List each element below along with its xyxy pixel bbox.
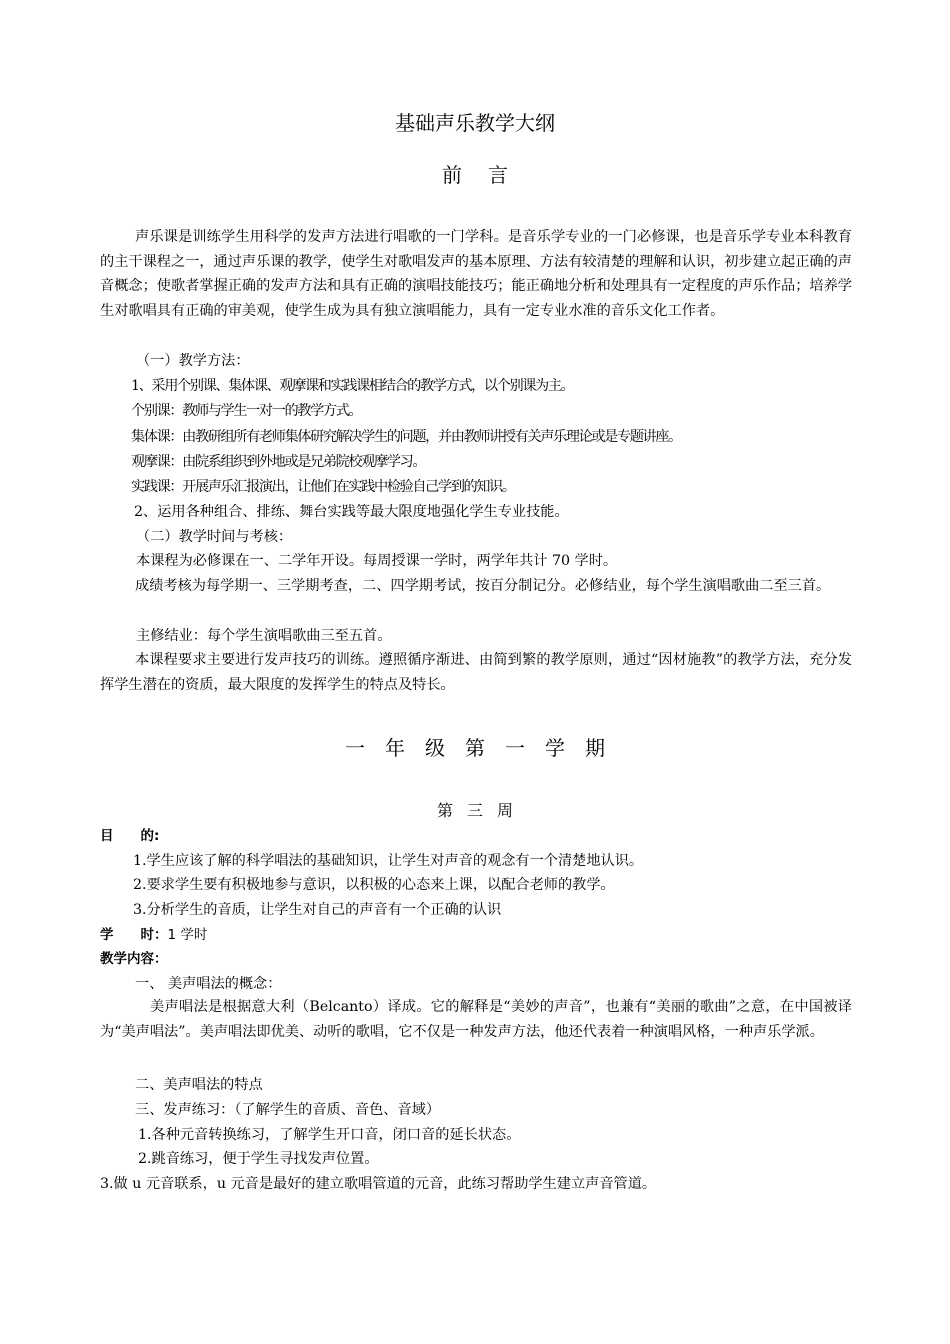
group-class: 集体课：由教研组所有老师集体研究解决学生的问题，并由教师讲授有关声乐理论或是专题讲座。 [131,429,681,445]
hours-value: 1 学时 [167,927,208,943]
goal-item-2: 2.要求学生要有积极地参与意识，以积极的心态来上课，以配合老师的教学。 [133,877,615,893]
term-heading: 一年级第一学期 [345,736,625,760]
week-heading: 第三周 [436,801,527,820]
exercise-2: 2.跳音练习，便于学生寻找发声位置。 [138,1151,379,1167]
hours-label: 学 时： [100,927,168,943]
exercise-1: 1.各种元音转换练习，了解学生开口音，闭口音的延长状态。 [138,1127,521,1143]
document-title: 基础声乐教学大纲 [395,111,555,135]
content-label: 教学内容： [100,951,168,967]
assess-text: 成绩考核为每学期一、三学期考查，二、四学期考试，按百分制记分。必修结业，每个学生演唱歌曲二至三首。 [135,578,831,594]
observe-class: 观摩课：由院系组织到外地或是兄弟院校观摩学习。 [131,454,426,470]
hours-row [100,925,207,945]
preface-intro: 声乐课是训练学生用科学的发声方法进行唱歌的一门学科。是音乐学专业的一门必修课，也是音乐学专业本科教育的主干课程之一，通过声乐课的教学，使学生对歌唱发声的基本原理、方法有较清楚的理解和认识，初步建立起正确的声音概念；使歌者掌握正确的发声方法和具有正确的演唱技能技巧；能正确地分析和处理具有一定程度的声乐作品；培养学生对歌唱具有正确的审美观，使学生成为具有独立演唱能力，具有一定专业水准的音乐文化工作者。 [100,229,852,319]
time-text: 本课程为必修课在一、二学年开设。每周授课一学时，两学年共计 70 学时。 [136,553,618,569]
goal-label: 目 的: [100,828,160,844]
major-text: 主修结业：每个学生演唱歌曲三至五首。 [136,628,392,644]
practice-class: 实践课：开展声乐汇报演出，让他们在实践中检验自己学到的知识。 [131,479,515,495]
individual-class: 个别课：教师与学生一对一的教学方式。 [131,403,362,419]
method-item-2: 2、运用各种组合、排练、舞台实践等最大限度地强化学生专业技能。 [134,504,569,520]
time-heading: （二）教学时间与考核： [136,529,293,545]
exercise-3: 3.做 u 元音联系，u 元音是最好的建立歌唱管道的元音，此练习帮助学生建立声音管道。 [100,1176,657,1192]
content-item-3: 三、发声练习：（了解学生的音质、音色、音域） [135,1102,441,1118]
goal-item-3: 3.分析学生的音质，让学生对自己的声音有一个正确的认识 [133,902,502,918]
content-item-1-text: 美声唱法是根据意大利（Belcanto）译成。它的解释是“美妙的声音”，也兼有“美丽的歌曲”之意，在中国被译为“美声唱法”。美声唱法即优美、动听的歌唱，它不仅是一种发声方法，他还代表着一种演唱风格，一种声乐学派。 [100,999,852,1040]
content-item-2: 二、美声唱法的特点 [135,1077,263,1093]
goal-item-1: 1.学生应该了解的科学唱法的基础知识，让学生对声音的观念有一个清楚地认识。 [133,853,644,869]
content-item-1: 一、 美声唱法的概念： [135,976,282,992]
method-item-1: 1、采用个别课、集体课、观摩课和实践课相结合的教学方式，以个别课为主。 [131,378,574,394]
method-heading: （一）教学方法： [136,353,250,369]
require-text: 本课程要求主要进行发声技巧的训练。遵照循序渐进、由简到繁的教学原则，通过“因材施教”的教学方法，充分发挥学生潜在的资质，最大限度的发挥学生的特点及特长。 [100,652,852,693]
preface-heading: 前言 [442,163,534,187]
